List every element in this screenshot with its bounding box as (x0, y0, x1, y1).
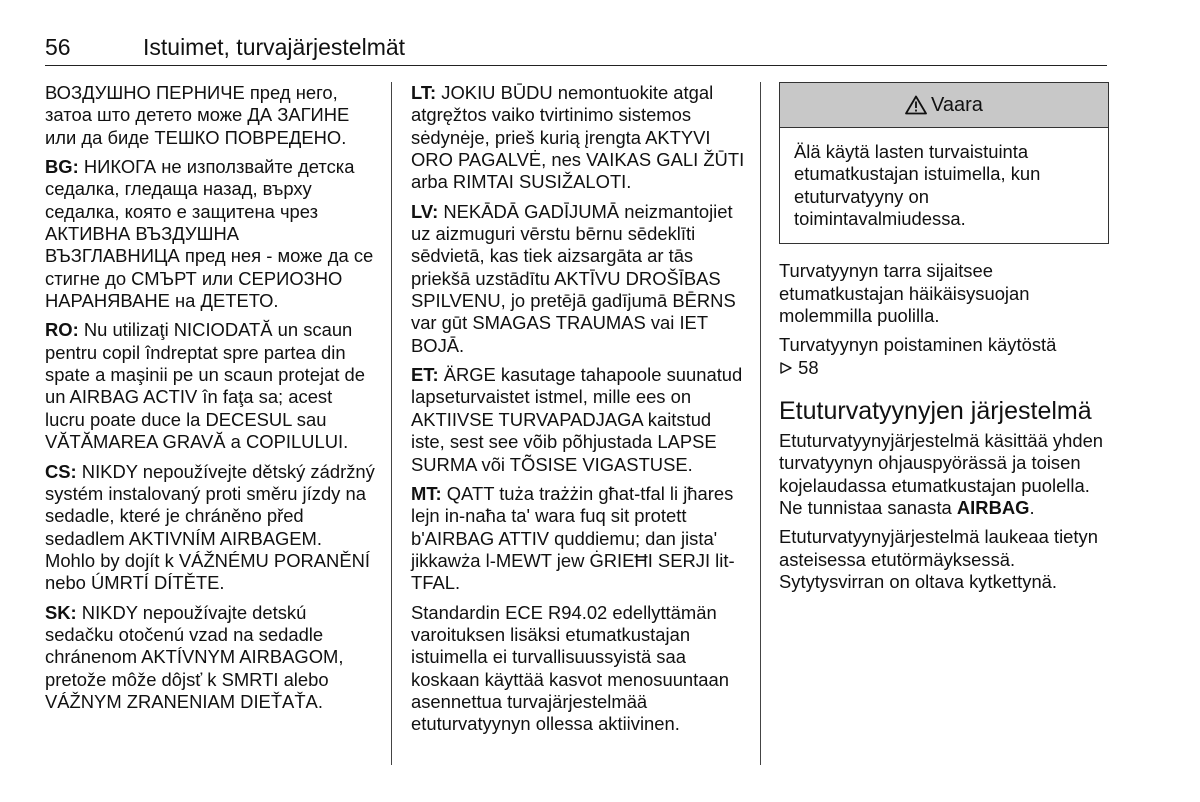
ece-paragraph: Standardin ECE R94.02 edellyttämän varoituksen lisäksi etumatkustajan istuimella ei turvallisuussyistä saa koskaan käyttää kasvot menosuuntaan asennettua turvajärjestelmää etuturvatyynyn ollessa aktiivinen. (411, 601, 729, 735)
warning-ro-text: Nu utilizaţi NICIODATĂ un scaun pentru copil îndreptat spre partea din spate a maşinii pe un scaun protejat de un AIRBAG ACTIV în faţa sa; acest lucru poate duce la DECESUL sau VĂTĂMAREA GRAVĂ a COPILULUI. (45, 319, 365, 453)
lang-label-sk: SK: (45, 601, 77, 623)
column-divider-1 (391, 82, 392, 765)
page-number: 56 (45, 34, 71, 60)
deployment-paragraph: Etuturvatyynyjärjestelmä laukeaa tietyn asteisessa etutörmäyksessä. Sytytysvirran on oltava kytkettynä. (779, 526, 1098, 593)
header-rule (45, 65, 1107, 66)
danger-box-header (780, 83, 1108, 128)
warning-lt (411, 82, 747, 194)
warning-lt-text: JOKIU BŪDU nemontuokite atgal atgręžtos vaiko tvirtinimo sistemos sėdynėje, prieš kurią įrengta AKTYVI ORO PAGALVĖ, nes VAIKAS GALI ŽŪTI arba RIMTAI SUSIŽALOTI. (411, 82, 745, 193)
column-3 (779, 82, 1109, 601)
warning-lv (411, 201, 747, 357)
lang-label-lt: LT: (411, 82, 437, 103)
deactivation-reference-text: Turvatyynyn poistaminen käytöstä (779, 334, 1057, 356)
danger-box-text: Älä käytä lasten turvaistuinta etumatkustajan istuimella, kun etuturvatyyny on toimintavalmiudessa. (794, 141, 1041, 230)
lang-label-cs: CS: (45, 460, 77, 482)
warning-sk (45, 602, 375, 714)
warning-et-text: ÄRGE kasutage tahapoole suunatud lapseturvaistet istmel, mille ees on AKTIIVSE TURVAPADJAGA kaitstud iste, sest see võib põhjustada LAPSE SURMA või TÕSISE VIGASTUSE. (411, 364, 743, 475)
lang-label-et: ET: (411, 364, 439, 386)
section-heading: Etuturvatyynyjen järjestelmä (779, 397, 1092, 426)
warning-cs (45, 461, 375, 595)
system-description (779, 430, 1109, 519)
column-2 (411, 82, 747, 743)
warning-bg (45, 156, 375, 312)
page-reference-arrow-icon (779, 357, 793, 379)
warning-lv-text: NEKĀDĀ GADĪJUMĀ neizmantojiet uz aizmuguri vērstu bērnu sēdeklīti sēdvietā, kas tiek aizsargāta ar tās priekšā uzstādītu AKTĪVU DROŠĪBAS SPILVENU, jo pretējā gadījumā BĒRNS var gūt SMAGAS TRAUMAS vai IET BOJĀ. (411, 200, 736, 356)
system-description-end: . (1029, 497, 1035, 519)
column-1 (45, 82, 375, 720)
page-header (45, 32, 1107, 68)
deactivation-reference (779, 334, 1109, 379)
warning-sk-text: NIKDY nepoužívajte detskú sedačku otočenú vzad na sedadle chránenom AKTÍVNYM AIRBAGOM, pretože môže dôjsť k SMRTI alebo VÁŽNYM ZRANENIAM DIEŤAŤA. (45, 601, 344, 712)
warning-cs-text: NIKDY nepoužívejte dětský zádržný systém instalovaný proti směru jízdy na sedadle, které je chráněno před sedadlem AKTIVNÍM AIRBAGEM. Mohlo by dojít k VÁŽNÉMU PORANĚNÍ nebo ÚMRTÍ DÍTĚTE. (45, 460, 375, 594)
warning-bg-text: НИКОГА не използвайте детска седалка, гледаща назад, върху седалка, която е защитена чрез АКТИВНА ВЪЗДУШНА ВЪЗГЛАВНИЦА пред нея - може да се стигне до СМЪРТ или СЕРИОЗНО НАРАНЯВАНЕ на ДЕТЕТО. (45, 156, 374, 312)
warning-mt (411, 483, 747, 595)
lang-label-mt: MT: (411, 482, 442, 504)
airbag-term: AIRBAG (956, 497, 1030, 519)
column-divider-2 (760, 82, 761, 765)
running-title: Istuimet, turvajärjestelmät (143, 34, 406, 60)
warning-ro (45, 319, 375, 453)
lang-label-ro: RO: (45, 319, 79, 341)
warning-mk-continued: ВОЗДУШНО ПЕРНИЧЕ пред него, затоа што детето може ДА ЗАГИНЕ или да биде ТЕШКО ПОВРЕДЕНО. (45, 82, 350, 148)
danger-box-title: Vaara (931, 93, 983, 116)
lang-label-lv: LV: (411, 200, 439, 222)
warning-mt-text: QATT tuża trażżin għat-tfal li jħares lejn in-naħa ta' wara fuq sit protett b'AIRBAG ATTIV quddiemu; dan jista' jikkawża l-MEWT jew ĠRIEĦI SERJI lit-TFAL. (411, 482, 735, 594)
system-description-text: Etuturvatyynyjärjestelmä käsittää yhden turvatyynyn ohjauspyörässä ja toisen kojelaudassa etumatkustajan puolella. Ne tunnistaa sanasta (779, 430, 1104, 519)
lang-label-bg: BG: (45, 156, 79, 178)
warning-et (411, 364, 747, 476)
warning-triangle-icon (905, 95, 927, 115)
label-location-paragraph: Turvatyynyn tarra sijaitsee etumatkustajan häikäisysuojan molemmilla puolilla. (779, 260, 1030, 327)
danger-box (779, 82, 1109, 244)
page-reference-number: 58 (798, 356, 819, 378)
